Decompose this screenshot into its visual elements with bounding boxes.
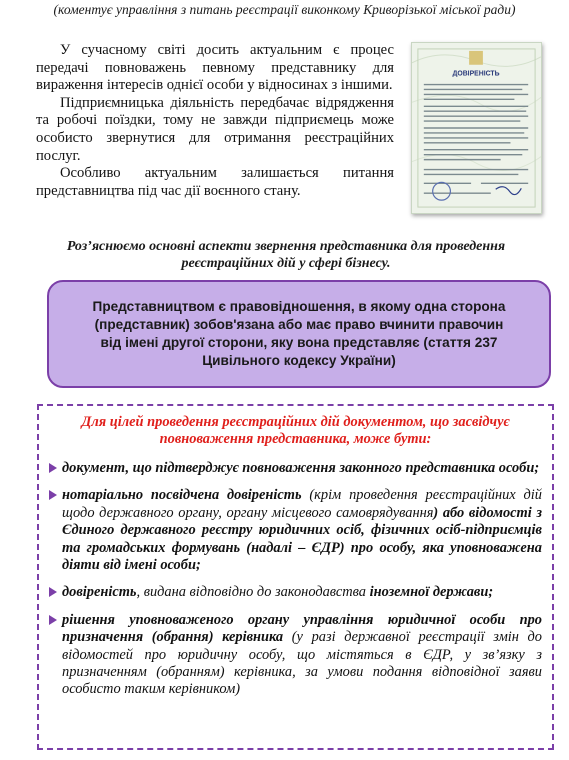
documents-list	[49, 460, 542, 699]
power-of-attorney-document-icon	[411, 42, 542, 214]
doc-image-title: ДОВІРЕНІСТЬ	[452, 70, 500, 78]
list-item	[49, 584, 542, 601]
arrow-bullet-icon	[49, 463, 57, 473]
list-item-bold: довіреність	[62, 584, 137, 601]
list-item-bold: ) або відомості з Єдиного державного реєстру юридичних осіб, фізичних осіб-підприємців та громадських формувань (надалі – ЄДР) про особу, яка уповноважена діяти від імені особи;	[62, 504, 542, 574]
list-item	[49, 612, 542, 699]
list-title: Для цілей проведення реєстраційних дій документом, що засвідчує повноваження представника, може бути:	[81, 414, 510, 447]
arrow-bullet-icon	[49, 490, 57, 500]
arrow-bullet-icon	[49, 615, 57, 625]
intro-paragraph: Підприємницька діяльність передбачає відрядження та робочі поїздки, тому не завжди підприємець може особисто звернутися для отримання реєстраційних послуг.	[36, 94, 394, 164]
list-item-bold: рішення уповноваженого органу управління юридичної особи про призначення (обрання) керівника	[62, 611, 542, 646]
intro-paragraph: У сучасному світі досить актуальним є процес передачі повноважень певному представнику для вираження інтересів однієї особи у відносинах з іншими.	[36, 42, 394, 94]
list-item-bold: нотаріально посвідчена довіреність	[62, 487, 310, 504]
list-item	[49, 487, 542, 574]
list-item-bold: документ, що підтверджує повноваження законного представника особи;	[62, 460, 540, 476]
documents-list-box	[37, 404, 554, 750]
list-item-text: (крім проведення реєстраційних дій щодо державного органу, органу місцевого самоврядування	[62, 487, 542, 521]
list-item-text: , видана відповідно до законодавства	[136, 584, 370, 601]
subheading: Роз’яснюємо основні аспекти звернення представника для проведення реєстраційних дій у сфері бізнесу.	[66, 239, 506, 271]
header-note: (коментує управління з питань реєстрації виконкому Криворізької міської ради)	[53, 2, 516, 17]
arrow-bullet-icon	[49, 587, 57, 597]
definition-box	[47, 280, 551, 388]
list-item-bold: іноземної держави;	[369, 584, 494, 601]
definition-text: Представництвом є правовідношення, в якому одна сторона (представник) зобов'язана або має право вчинити правочин від імені другої сторони, яку вона представляє (стаття 237 Цивільного кодексу України)	[92, 299, 506, 368]
intro-text	[36, 42, 394, 200]
list-item-text: (у разі державної реєстрації змін до відомостей про юридичну особу, що містяться в ЄДР, у зв’язку з призначенням (обранням) керівника, за умови подання відповідної заяви особисто таким керівником)	[62, 629, 542, 698]
intro-paragraph: Особливо актуальним залишається питання представництва під час дії воєнного стану.	[36, 165, 394, 199]
list-item	[49, 460, 542, 477]
